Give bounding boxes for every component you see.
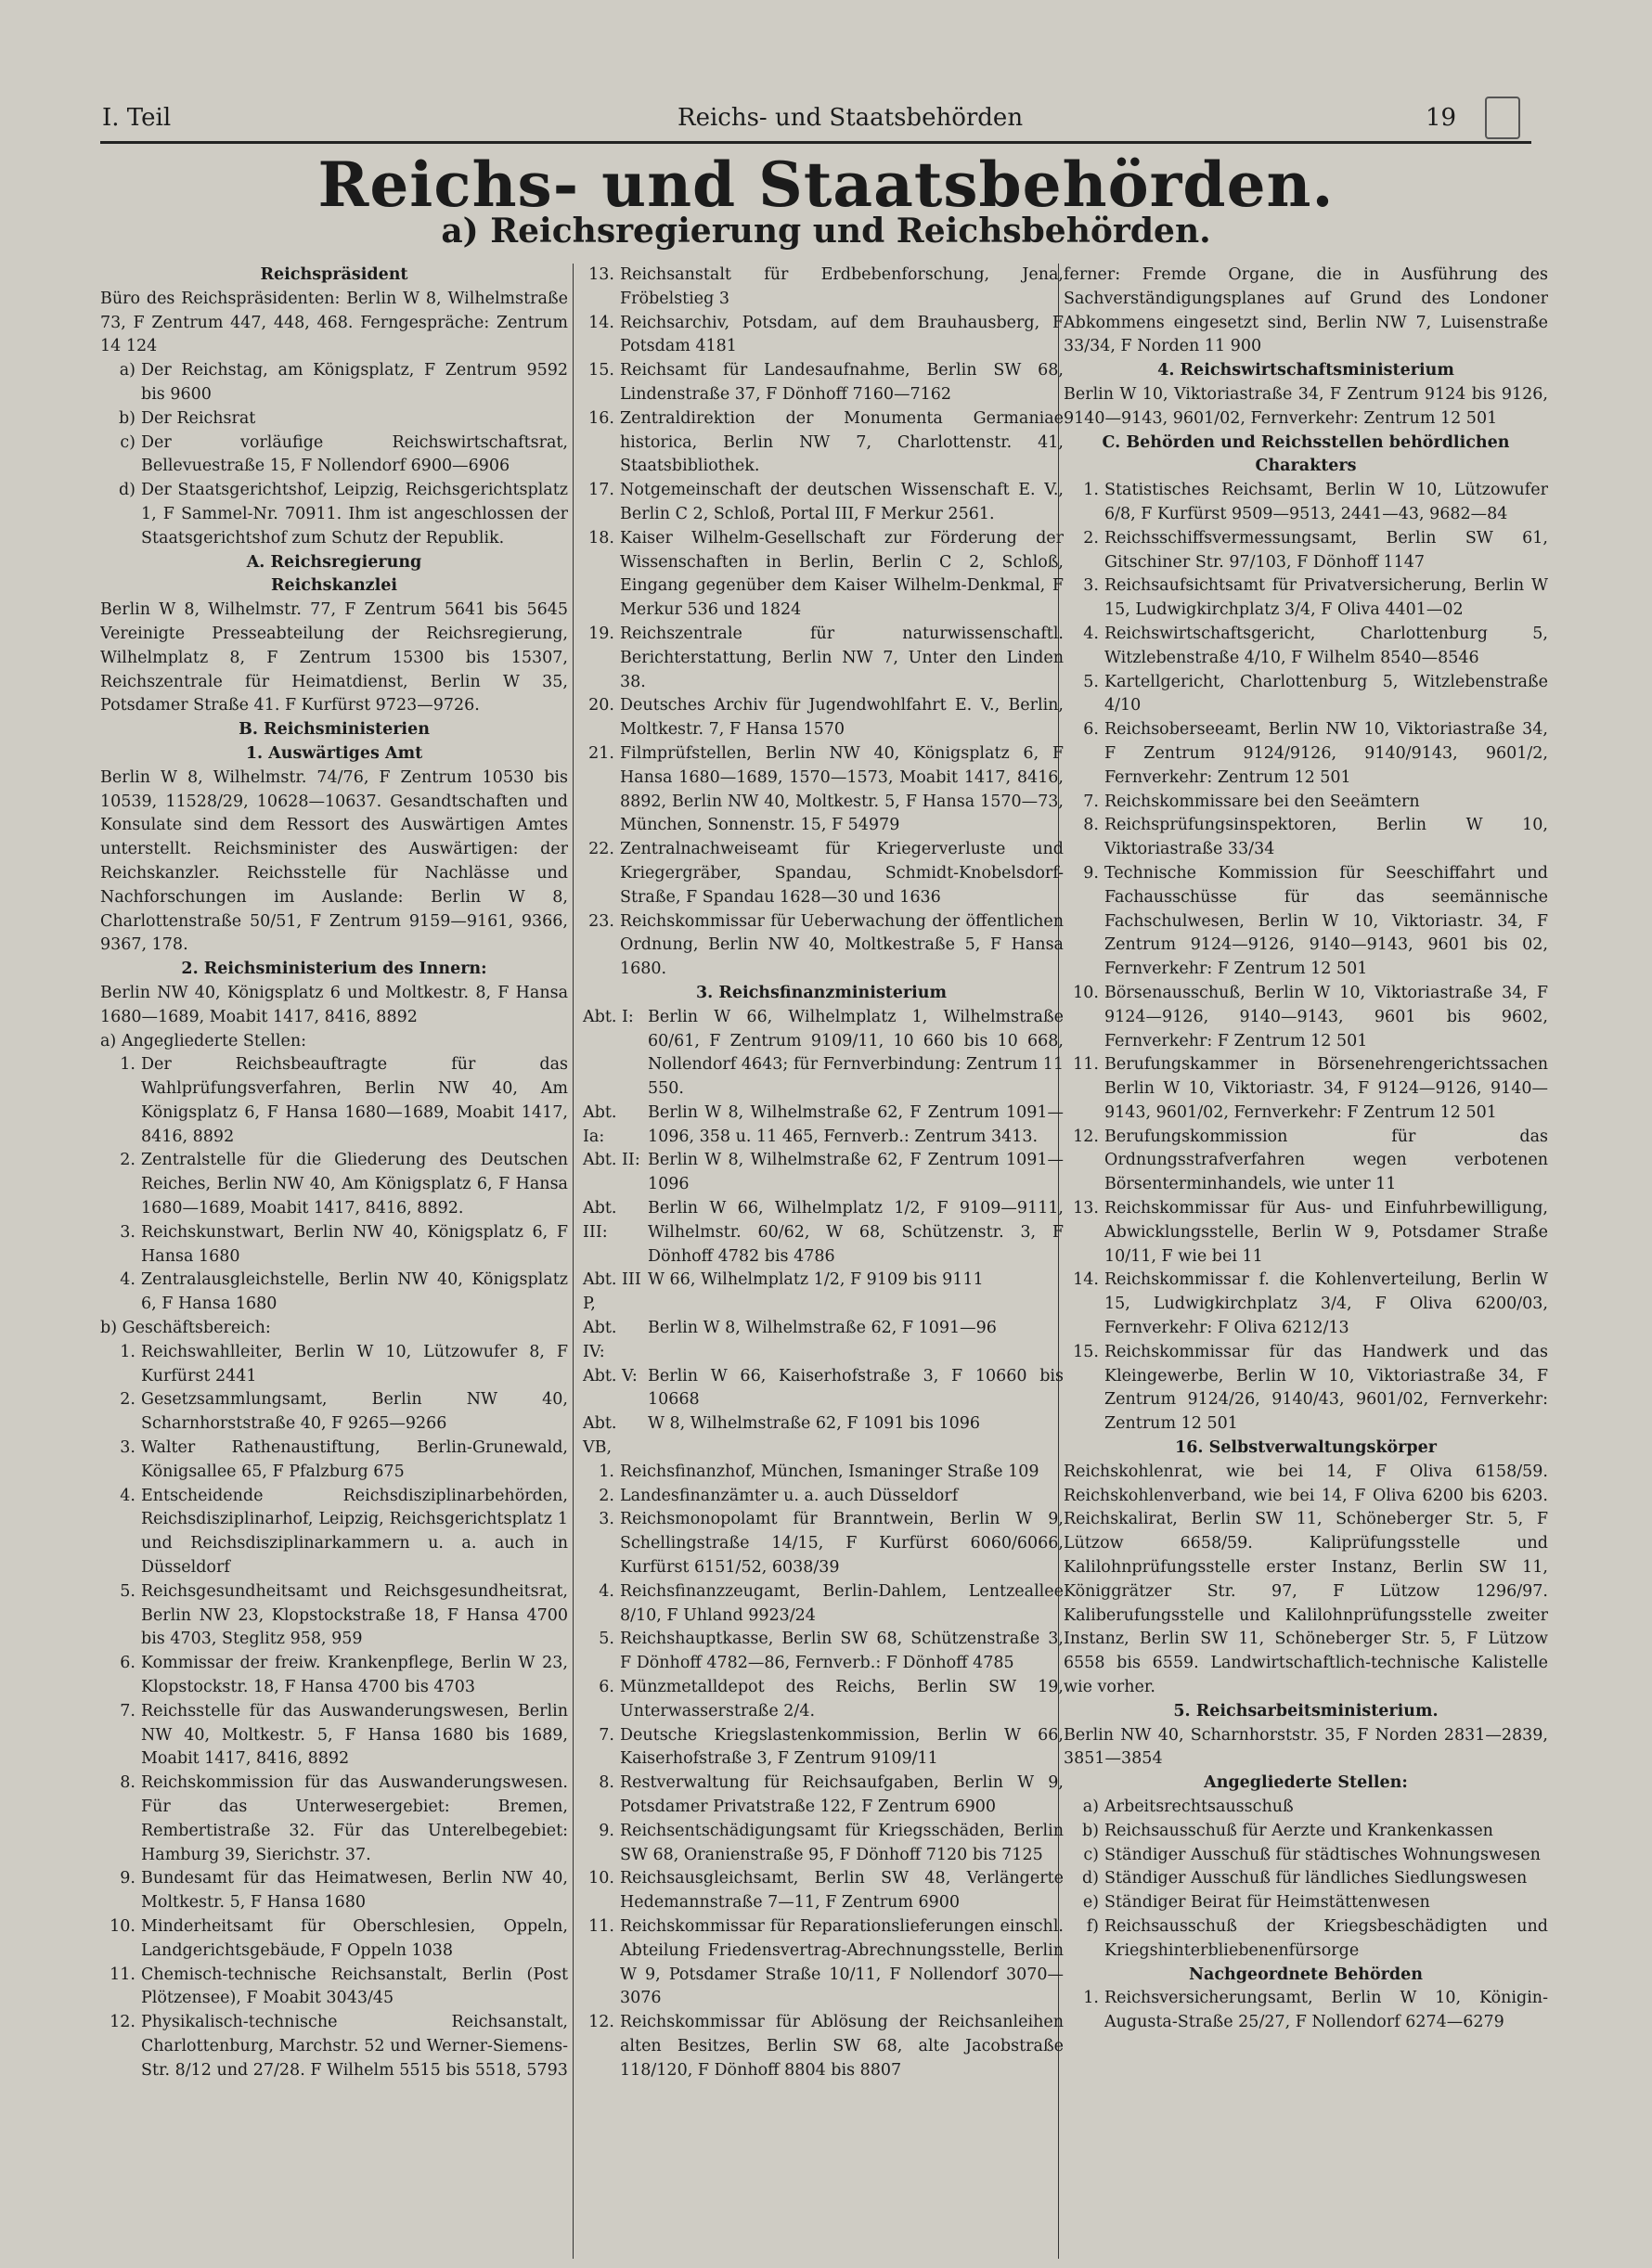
item-text: Chemisch-technische Reichsanstalt, Berlin (Post Plötzensee), F Moabit 3043/45	[141, 1965, 568, 2008]
item-text: Berufungskammer in Börsenehrengerichtssachen Berlin W 10, Viktoriastr. 34, F 9124—9126, 9140—9143, 9601/02, Fernverkehr: F Zentrum 12 501	[1104, 1055, 1548, 1122]
page-title: Reichs- und Staatsbehörden.	[317, 148, 1335, 221]
item-number: 2.	[120, 1151, 136, 1170]
item-number: 1.	[120, 1342, 136, 1361]
list-item	[1064, 1053, 1548, 1125]
list-item	[1064, 1844, 1548, 1868]
item-number: 11.	[1073, 1055, 1099, 1075]
item-number: b)	[1081, 1821, 1099, 1840]
page-tab-mark	[1485, 97, 1520, 139]
section-heading: 2. Reichsministerium des Innern:	[181, 960, 487, 979]
page-number: 19	[1426, 104, 1457, 132]
item-text: Reichsschiffsvermessungsamt, Berlin SW 61, Gitschiner Str. 97/103, F Dönhoff 1147	[1104, 528, 1548, 572]
paragraph: b) Geschäftsbereich:	[100, 1319, 271, 1338]
list-item	[579, 1102, 1064, 1150]
item-number: b)	[118, 408, 136, 428]
item-text: Physikalisch-technische Reichsanstalt, Charlottenburg, Marchstr. 52 und Werner-Siemens-Str. 8/12 und 27/28. F Wilhelm 5515 bis 5518, 5793	[141, 2013, 568, 2080]
item-text: Reichsmonopolamt für Branntwein, Berlin W 9, Schellingstraße 14/15, F Kurfürst 6060/6066, Kurfürst 6151/52, 6038/39	[620, 1510, 1064, 1578]
item-text: Ständiger Ausschuß für ländliches Siedlungswesen	[1104, 1869, 1528, 1888]
list-item	[100, 1437, 568, 1485]
item-text: Der Staatsgerichtshof, Leipzig, Reichsgerichtsplatz 1, F Sammel-Nr. 70911. Ihm ist angeschlossen der Staatsgerichtshof zum Schutz der Republik.	[141, 481, 568, 548]
item-text: Filmprüfstellen, Berlin NW 40, Königsplatz 6, F Hansa 1680—1689, 1570—1573, Moabit 1417, 8416, 8892, Berlin NW 40, Moltkestr. 5, F Hansa 1570—73, München, Sonnenstr. 15, F 54979	[620, 743, 1064, 835]
item-number: 5.	[1083, 672, 1099, 691]
item-number: 20.	[588, 696, 614, 715]
list-item	[100, 479, 568, 550]
item-number: Abt. Ia:	[583, 1102, 617, 1146]
item-number: Abt. VB,	[583, 1414, 617, 1458]
item-number: 6.	[120, 1654, 136, 1673]
paragraph: Berlin NW 40, Königsplatz 6 und Moltkestr. 8, F Hansa 1680—1689, Moabit 1417, 8416, 8892	[100, 983, 568, 1026]
list-item	[579, 1508, 1064, 1579]
section-heading: 4. Reichswirtschaftsministerium	[1157, 361, 1454, 380]
list-item	[100, 407, 568, 432]
item-number: Abt. V:	[583, 1366, 638, 1385]
list-item	[579, 479, 1064, 527]
item-number: 12.	[588, 2013, 614, 2032]
list-item	[579, 838, 1064, 909]
list-item	[1064, 814, 1548, 862]
item-text: Der Reichsrat	[141, 408, 256, 428]
item-text: Zentraldirektion der Monumenta Germaniae historica, Berlin NW 7, Charlottenstr. 41, Staatsbibliothek.	[620, 408, 1064, 476]
item-number: 12.	[1073, 1127, 1099, 1146]
page-subtitle: a) Reichsregierung und Reichsbehörden.	[441, 212, 1211, 251]
item-number: 15.	[1073, 1342, 1099, 1361]
list-item	[579, 1485, 1064, 1509]
item-number: 10.	[588, 1869, 614, 1888]
item-text: Berlin W 8, Wilhelmstraße 62, F Zentrum 1091—1096, 358 u. 11 465, Fernverb.: Zentrum 3413.	[648, 1102, 1064, 1146]
item-text: Reichsentschädigungsamt für Kriegsschäden, Berlin SW 68, Oranienstraße 95, F Dönhoff 7120 bis 7125	[620, 1821, 1064, 1864]
section-heading: 1. Auswärtiges Amt	[245, 743, 423, 763]
column-divider	[573, 264, 574, 2259]
item-text: Arbeitsrechtsausschuß	[1104, 1798, 1294, 1816]
item-number: 14.	[588, 313, 614, 332]
list-item	[100, 1485, 568, 1580]
text-column-2	[579, 264, 1064, 2259]
section-heading: Reichspräsident	[260, 265, 408, 284]
item-number: Abt. IV:	[583, 1319, 617, 1361]
list-item	[579, 742, 1064, 838]
item-text: Reichskommissar für Ablösung der Reichsanleihen alten Besitzes, Berlin SW 68, alte Jacobstraße 118/120, F Dönhoff 8804 bis 8807	[620, 2013, 1064, 2080]
paragraph: a) Angegliederte Stellen:	[100, 1031, 307, 1050]
list-item	[1064, 623, 1548, 671]
item-number: 8.	[1083, 816, 1099, 835]
item-number: 8.	[599, 1773, 614, 1793]
item-text: Reichshauptkasse, Berlin SW 68, Schützenstraße 3, F Dönhoff 4782—86, Fernverb.: F Dönhoff 4785	[620, 1630, 1064, 1673]
list-item	[100, 2011, 568, 2082]
item-number: 11.	[110, 1965, 136, 1984]
item-text: Reichsgesundheitsamt und Reichsgesundheitsrat, Berlin NW 23, Klopstockstraße 18, F Hansa 4700 bis 4703, Steglitz 958, 959	[141, 1581, 568, 1649]
item-number: Abt. I:	[583, 1007, 634, 1026]
item-text: Notgemeinschaft der deutschen Wissenschaft E. V., Berlin C 2, Schloß, Portal III, F Merkur 2561.	[620, 481, 1064, 523]
list-item	[579, 1365, 1064, 1413]
list-item	[1064, 718, 1548, 790]
item-number: 9.	[599, 1821, 614, 1840]
item-text: Zentralausgleichstelle, Berlin NW 40, Königsplatz 6, F Hansa 1680	[141, 1270, 568, 1314]
item-text: Der Reichstag, am Königsplatz, F Zentrum 9592 bis 9600	[141, 361, 568, 404]
list-item	[1064, 1126, 1548, 1197]
list-item	[100, 1964, 568, 2012]
item-text: Reichswirtschaftsgericht, Charlottenburg 5, Witzlebenstraße 4/10, F Wilhelm 8540—8546	[1104, 624, 1548, 667]
list-item	[1064, 1915, 1548, 1964]
item-number: f)	[1086, 1916, 1099, 1936]
item-number: 14.	[1073, 1270, 1099, 1290]
list-item	[1064, 527, 1548, 575]
item-text: Reichskommissar für Aus- und Einfuhrbewilligung, Abwicklungsstelle, Berlin W 9, Potsdamer Straße 10/11, F wie bei 11	[1104, 1199, 1548, 1266]
item-text: Reichsstelle für das Auswanderungswesen, Berlin NW 40, Moltkestr. 5, F Hansa 1680 bis 1689, Moabit 1417, 8416, 8892	[141, 1701, 568, 1769]
item-text: Entscheidende Reichsdisziplinarbehörden, Reichsdisziplinarhof, Leipzig, Reichsgerichtsplatz 1 und Reichsdisziplinarkammern u. a. auch in Düsseldorf	[141, 1486, 568, 1578]
item-text: Zentralstelle für die Gliederung des Deutschen Reiches, Berlin NW 40, Am Königsplatz 6, F Hansa 1680—1689, Moabit 1417, 8416, 8892.	[141, 1151, 568, 1218]
item-number: 2.	[1083, 528, 1099, 548]
paragraph: Büro des Reichspräsidenten: Berlin W 8, Wilhelmstraße 73, F Zentrum 447, 448, 468. Ferngespräche: Zentrum 14 124	[100, 289, 568, 356]
item-number: d)	[1081, 1869, 1099, 1888]
item-number: 21.	[588, 743, 614, 763]
list-item	[1064, 982, 1548, 1053]
item-number: 5.	[120, 1581, 136, 1601]
list-item	[579, 1867, 1064, 1915]
item-text: Kommissar der freiw. Krankenpflege, Berlin W 23, Klopstockstr. 18, F Hansa 4700 bis 4703	[141, 1654, 568, 1697]
item-text: Reichskommissar für Reparationslieferungen einschl. Abteilung Friedensvertrag-Abrechnungsstelle, Berlin W 9, Potsdamer Straße 10/11, F Nollendorf 3070—3076	[620, 1916, 1064, 2008]
list-item	[1064, 671, 1548, 719]
running-header-part: I. Teil	[102, 104, 172, 132]
running-header-title: Reichs- und Staatsbehörden	[678, 104, 1024, 132]
paragraph: Berlin NW 40, Scharnhorststr. 35, F Norden 2831—2839, 3851—3854	[1064, 1725, 1548, 1769]
item-text: Technische Kommission für Seeschiffahrt und Fachausschüsse für das seemännische Fachschulwesen, Berlin W 10, Viktoriastr. 34, F Zentrum 9124—9126, 9140—9143, 9601 bis 02, Fernverkehr: F Zentrum 12 501	[1104, 863, 1548, 979]
item-number: 3.	[120, 1222, 136, 1242]
list-item	[100, 1149, 568, 1220]
list-item	[100, 359, 568, 407]
list-item	[100, 1652, 568, 1700]
item-text: Zentralnachweiseamt für Kriegerverluste und Kriegergräber, Spandau, Schmidt-Knobelsdorf-Straße, F Spandau 1628—30 und 1636	[620, 840, 1064, 907]
item-number: 1.	[1083, 481, 1099, 500]
item-text: Statistisches Reichsamt, Berlin W 10, Lützowufer 6/8, F Kurfürst 9509—9513, 2441—43, 9682—84	[1104, 481, 1548, 523]
item-number: 3.	[1083, 576, 1099, 596]
list-item	[579, 1317, 1064, 1365]
item-text: Reichsarchiv, Potsdam, auf dem Brauhausberg, F Potsdam 4181	[620, 313, 1064, 356]
text-column-3	[1064, 264, 1548, 2259]
list-item	[100, 1772, 568, 1867]
section-heading: Reichskanzlei	[270, 576, 398, 596]
list-item	[1064, 479, 1548, 527]
item-number: 1.	[599, 1462, 614, 1481]
item-text: Ständiger Beirat für Heimstättenwesen	[1104, 1893, 1430, 1913]
list-item	[579, 623, 1064, 694]
item-text: Reichswahlleiter, Berlin W 10, Lützowufer 8, F Kurfürst 2441	[141, 1342, 568, 1385]
list-item	[579, 1915, 1064, 2011]
item-text: Reichsversicherungsamt, Berlin W 10, Königin-Augusta-Straße 25/27, F Nollendorf 6274—6279	[1104, 1989, 1548, 2032]
item-text: Reichsprüfungsinspektoren, Berlin W 10, Viktoriastraße 33/34	[1104, 816, 1548, 859]
list-item	[579, 694, 1064, 742]
item-number: 2.	[120, 1390, 136, 1410]
item-text: Ständiger Ausschuß für städtisches Wohnungswesen	[1104, 1845, 1541, 1864]
item-number: 19.	[588, 624, 614, 643]
item-text: Kaiser Wilhelm-Gesellschaft zur Förderung der Wissenschaften in Berlin, Berlin C 2, Schloß, Eingang gegenüber dem Kaiser Wilhelm-Denkmal, F Merkur 536 und 1824	[620, 528, 1064, 620]
item-number: 7.	[120, 1701, 136, 1720]
list-item	[579, 1676, 1064, 1724]
item-text: Reichsoberseeamt, Berlin NW 10, Viktoriastraße 34, F Zentrum 9124/9126, 9140/9143, 9601/2, Fernverkehr: Zentrum 12 501	[1104, 720, 1548, 787]
list-item	[1064, 1987, 1548, 2035]
section-heading: B. Reichsministerien	[239, 720, 430, 740]
item-number: a)	[119, 361, 136, 380]
item-number: 15.	[588, 361, 614, 380]
list-item	[579, 1006, 1064, 1102]
section-heading: 5. Reichsarbeitsministerium.	[1173, 1701, 1439, 1720]
list-item	[100, 1269, 568, 1317]
item-text: Reichskommissar für Ueberwachung der öffentlichen Ordnung, Berlin NW 40, Moltkestraße 5, F Hansa 1680.	[620, 911, 1064, 979]
item-text: W 8, Wilhelmstraße 62, F 1091 bis 1096	[648, 1414, 980, 1434]
item-text: Der vorläufige Reichswirtschaftsrat, Bellevuestraße 15, F Nollendorf 6900—6906	[141, 432, 568, 476]
item-number: 8.	[120, 1773, 136, 1793]
item-text: Reichsausschuß der Kriegsbeschädigten und Kriegshinterbliebenenfürsorge	[1104, 1916, 1548, 1960]
list-item	[1064, 791, 1548, 815]
item-number: 9.	[120, 1869, 136, 1888]
section-heading: 16. Selbstverwaltungskörper	[1175, 1438, 1437, 1458]
item-number: 11.	[588, 1916, 614, 1936]
item-number: 10.	[110, 1916, 136, 1936]
list-item	[579, 1197, 1064, 1269]
list-item	[1064, 1891, 1548, 1915]
list-item	[579, 407, 1064, 479]
list-item	[100, 1221, 568, 1269]
item-number: 7.	[1083, 792, 1099, 811]
section-heading: Angegliederte Stellen:	[1204, 1773, 1408, 1793]
item-number: 6.	[1083, 720, 1099, 740]
item-text: Reichskommission für das Auswanderungswesen. Für das Unterwesergebiet: Bremen, Rembertistraße 32. Für das Unterelbegebiet: Hamburg 39, Sierichstr. 37.	[141, 1773, 568, 1864]
list-item	[579, 1772, 1064, 1820]
list-item	[579, 312, 1064, 360]
text-column-1	[100, 264, 568, 2259]
item-text: Reichszentrale für naturwissenschaftl. Berichterstattung, Berlin NW 7, Unter den Linden 38.	[620, 624, 1064, 691]
list-item	[1064, 862, 1548, 982]
item-text: Reichsaufsichtsamt für Privatversicherung, Berlin W 15, Ludwigkirchplatz 3/4, F Oliva 4401—02	[1104, 576, 1548, 620]
item-text: Gesetzsammlungsamt, Berlin NW 40, Scharnhorststraße 40, F 9265—9266	[141, 1390, 568, 1434]
list-item	[579, 2011, 1064, 2082]
item-number: Abt. II:	[583, 1151, 640, 1170]
header-rule	[100, 141, 1531, 144]
item-text: Berlin W 66, Wilhelmplatz 1/2, F 9109—9111, Wilhelmstr. 60/62, W 68, Schützenstr. 3, F Dönhoff 4782 bis 4786	[648, 1199, 1064, 1266]
item-text: Bundesamt für das Heimatwesen, Berlin NW 40, Moltkestr. 5, F Hansa 1680	[141, 1869, 568, 1913]
paragraph: ferner: Fremde Organe, die in Ausführung des Sachverständigungsplanes auf Grund des Londoner Abkommens eingesetzt sind, Berlin NW 7, Luisenstraße 33/34, F Norden 11 900	[1064, 265, 1548, 356]
list-item	[1064, 1269, 1548, 1340]
list-item	[579, 1820, 1064, 1868]
section-heading: A. Reichsregierung	[246, 552, 422, 572]
item-number: 17.	[588, 481, 614, 500]
item-text: Berlin W 66, Kaiserhofstraße 3, F 10660 bis 10668	[648, 1366, 1064, 1410]
item-number: Abt. III P,	[583, 1270, 641, 1314]
item-text: Reichsamt für Landesaufnahme, Berlin SW 68, Lindenstraße 37, F Dönhoff 7160—7162	[620, 361, 1064, 404]
item-text: Walter Rathenaustiftung, Berlin-Grunewald, Königsallee 65, F Pfalzburg 675	[141, 1438, 568, 1481]
item-text: Reichskunstwart, Berlin NW 40, Königsplatz 6, F Hansa 1680	[141, 1222, 568, 1266]
list-item	[579, 1724, 1064, 1772]
item-text: Berlin W 66, Wilhelmplatz 1, Wilhelmstraße 60/61, F Zentrum 9109/11, 10 660 bis 10 668, Nollendorf 4643; für Fernverbindung: Zentrum 11 550.	[648, 1007, 1064, 1099]
item-number: 16.	[588, 408, 614, 428]
item-text: Deutsche Kriegslastenkommission, Berlin W 66, Kaiserhofstraße 3, F Zentrum 9109/11	[620, 1725, 1064, 1769]
list-item	[579, 910, 1064, 982]
item-text: Berlin W 8, Wilhelmstraße 62, F 1091—96	[648, 1319, 997, 1338]
item-text: Restverwaltung für Reichsaufgaben, Berlin W 9, Potsdamer Privatstraße 122, F Zentrum 6900	[620, 1773, 1064, 1816]
section-heading: 3. Reichsfinanzministerium	[695, 983, 948, 1002]
section-heading: C. Behörden und Reichsstellen behördlichen Charakters	[1102, 432, 1510, 476]
item-number: 4.	[120, 1486, 136, 1505]
item-number: d)	[118, 481, 136, 500]
item-text: Münzmetalldepot des Reichs, Berlin SW 19, Unterwasserstraße 2/4.	[620, 1678, 1064, 1720]
item-text: Reichskommissar f. die Kohlenverteilung, Berlin W 15, Ludwigkirchplatz 3/4, F Oliva 6200/03, Fernverkehr: F Oliva 6212/13	[1104, 1270, 1548, 1338]
item-text: Kartellgericht, Charlottenburg 5, Witzlebenstraße 4/10	[1104, 672, 1548, 715]
item-number: 12.	[110, 2013, 136, 2032]
item-number: 4.	[120, 1270, 136, 1290]
paragraph: Reichskohlenrat, wie bei 14, F Oliva 6158/59. Reichskohlenverband, wie bei 14, F Oliva 6200 bis 6203. Reichskalirat, Berlin SW 11, Schöneberger Str. 5, F Lützow 6658/59. Kaliprüfungsstelle und Kalilohnprüfungsstelle erster Instanz, Berlin SW 11, Königgrätzer Str. 97, F Lützow 1296/97. Kaliberufungsstelle und Kalilohnprüfungsstelle zweiter Instanz, Berlin SW 11, Schöneberger Str. 5, F Lützow 6558 bis 6559. Landwirtschaftlich-technische Kalistelle wie vorher.	[1064, 1462, 1548, 1697]
item-text: Berufungskommission für das Ordnungsstrafverfahren wegen verbotenen Börsenterminhandels, wie unter 11	[1104, 1127, 1548, 1194]
item-number: c)	[1083, 1845, 1099, 1864]
item-text: Reichsausgleichsamt, Berlin SW 48, Verlängerte Hedemannstraße 7—11, F Zentrum 6900	[620, 1869, 1064, 1913]
item-number: 1.	[1083, 1989, 1099, 2008]
list-item	[100, 1053, 568, 1149]
list-item	[100, 1867, 568, 1915]
item-text: Reichsfinanzzeugamt, Berlin-Dahlem, Lentzeallee 8/10, F Uhland 9923/24	[620, 1581, 1064, 1625]
list-item	[1064, 1341, 1548, 1437]
item-text: Reichsanstalt für Erdbebenforschung, Jena, Fröbelstieg 3	[620, 265, 1064, 308]
item-number: 4.	[1083, 624, 1099, 643]
list-item	[1064, 1820, 1548, 1844]
list-item	[100, 432, 568, 480]
list-item	[579, 1580, 1064, 1629]
item-number: 13.	[588, 265, 614, 284]
item-number: Abt. III:	[583, 1199, 617, 1242]
item-number: a)	[1082, 1798, 1099, 1816]
list-item	[579, 1628, 1064, 1676]
item-text: W 66, Wilhelmplatz 1/2, F 9109 bis 9111	[648, 1270, 984, 1290]
item-text: Reichsausschuß für Aerzte und Krankenkassen	[1104, 1821, 1493, 1840]
item-number: 4.	[599, 1581, 614, 1601]
item-text: Landesfinanzämter u. a. auch Düsseldorf	[620, 1486, 959, 1505]
item-number: 5.	[599, 1630, 614, 1649]
list-item	[579, 1412, 1064, 1461]
item-number: 22.	[588, 840, 614, 859]
list-item	[1064, 1796, 1548, 1820]
item-number: 1.	[120, 1055, 136, 1075]
item-number: 2.	[599, 1486, 614, 1505]
item-number: 7.	[599, 1725, 614, 1745]
item-number: 9.	[1083, 863, 1099, 883]
item-number: 13.	[1073, 1199, 1099, 1218]
list-item	[579, 359, 1064, 407]
item-number: 3.	[599, 1510, 614, 1529]
item-text: Reichskommissar für das Handwerk und das Kleingewerbe, Berlin W 10, Viktoriastraße 34, F Zentrum 9124/26, 9140/43, 9601/02, Fernverkehr: Zentrum 12 501	[1104, 1342, 1548, 1434]
item-text: Reichsfinanzhof, München, Ismaninger Straße 109	[620, 1462, 1039, 1481]
item-number: 3.	[120, 1438, 136, 1458]
item-text: Berlin W 8, Wilhelmstraße 62, F Zentrum 1091—1096	[648, 1151, 1064, 1194]
item-number: e)	[1082, 1893, 1099, 1913]
list-item	[100, 1388, 568, 1437]
paragraph: Berlin W 8, Wilhelmstr. 74/76, F Zentrum 10530 bis 10539, 11528/29, 10628—10637. Gesandtschaften und Konsulate sind dem Ressort des Auswärtigen Amtes unterstellt. Reichsminister des Auswärtigen: der Reichskanzler. Reichsstelle für Nachlässe und Nachforschungen im Auslande: Berlin W 8, Charlottenstraße 50/51, F Zentrum 9159—9161, 9366, 9367, 178.	[100, 767, 568, 955]
list-item	[100, 1341, 568, 1389]
item-text: Der Reichsbeauftragte für das Wahlprüfungsverfahren, Berlin NW 40, Am Königsplatz 6, F Hansa 1680—1689, Moabit 1417, 8416, 8892	[141, 1055, 568, 1146]
item-text: Börsenausschuß, Berlin W 10, Viktoriastraße 34, F 9124—9126, 9140—9143, 9601 bis 9602, Fernverkehr: F Zentrum 12 501	[1104, 983, 1548, 1050]
list-item	[1064, 1197, 1548, 1269]
paragraph: Berlin W 10, Viktoriastraße 34, F Zentrum 9124 bis 9126, 9140—9143, 9601/02, Fernverkehr: Zentrum 12 501	[1064, 384, 1548, 428]
list-item	[579, 1461, 1064, 1485]
item-number: 6.	[599, 1678, 614, 1697]
list-item	[1064, 574, 1548, 623]
item-number: 10.	[1073, 983, 1099, 1002]
list-item	[579, 1269, 1064, 1317]
list-item	[100, 1915, 568, 1964]
item-number: 18.	[588, 528, 614, 548]
paragraph: Berlin W 8, Wilhelmstr. 77, F Zentrum 5641 bis 5645 Vereinigte Presseabteilung der Reichsregierung, Wilhelmplatz 8, F Zentrum 15300 bis 15307, Reichszentrale für Heimatdienst, Berlin W 35, Potsdamer Straße 41. F Kurfürst 9723—9726.	[100, 600, 568, 715]
list-item	[579, 1149, 1064, 1197]
list-item	[1064, 1867, 1548, 1891]
item-text: Minderheitsamt für Oberschlesien, Oppeln, Landgerichtsgebäude, F Oppeln 1038	[141, 1916, 568, 1960]
list-item	[579, 527, 1064, 623]
list-item	[100, 1700, 568, 1772]
section-heading: Nachgeordnete Behörden	[1188, 1965, 1423, 1984]
item-text: Reichskommissare bei den Seeämtern	[1104, 792, 1420, 811]
list-item	[579, 264, 1064, 312]
item-number: c)	[120, 432, 136, 452]
item-text: Deutsches Archiv für Jugendwohlfahrt E. V., Berlin, Moltkestr. 7, F Hansa 1570	[620, 696, 1064, 740]
item-number: 23.	[588, 911, 614, 931]
list-item	[100, 1580, 568, 1652]
